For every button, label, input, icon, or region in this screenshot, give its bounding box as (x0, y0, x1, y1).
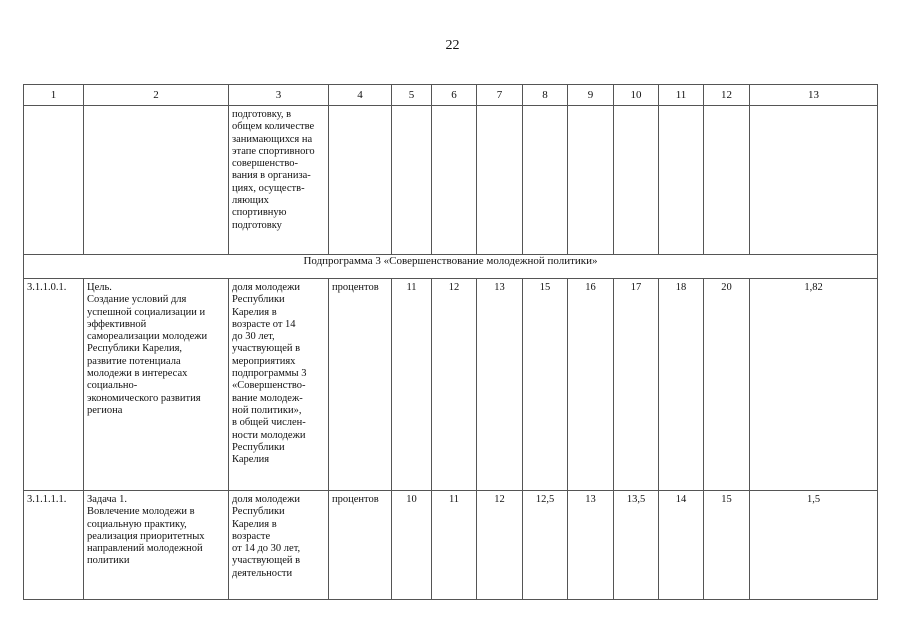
column-header: 11 (659, 85, 704, 106)
cell-value: 18 (659, 279, 704, 491)
cell-value (392, 106, 432, 255)
cell-value: 10 (392, 491, 432, 600)
header-row (24, 85, 878, 106)
column-header: 12 (704, 85, 750, 106)
cell-value: 17 (614, 279, 659, 491)
cell-value: 16 (568, 279, 614, 491)
cell-value (614, 106, 659, 255)
cell-growth: 1,82 (750, 279, 878, 491)
cell-unit: процентов (329, 279, 392, 491)
column-header: 13 (750, 85, 878, 106)
cell-value (432, 106, 477, 255)
page-number: 22 (445, 38, 460, 53)
cell-code: 3.1.1.0.1. (24, 279, 84, 491)
cell-value: 14 (659, 491, 704, 600)
cell-indicator: доля молодежи Республики Карелия в возрасте от 14 до 30 лет, участвующей в деятельности (229, 491, 329, 600)
cell-code: 3.1.1.1.1. (24, 491, 84, 600)
cell-value: 15 (523, 279, 568, 491)
column-header: 1 (24, 85, 84, 106)
table-row (24, 279, 878, 491)
section-title: Подпрограмма 3 «Совершенствование молодежной политики» (24, 255, 878, 279)
cell-value: 13,5 (614, 491, 659, 600)
cell-value: 11 (432, 491, 477, 600)
cell-value (568, 106, 614, 255)
cell-indicator: доля молодежи Республики Карелия в возрасте от 14 до 30 лет, участвующей в мероприятиях подпрограммы 3 «Совершенство- вание молодеж- ной политики», в общей числен- ности молодежи Республики Карелия (229, 279, 329, 491)
cell-value: 12 (477, 491, 523, 600)
cell-name (84, 106, 229, 255)
cell-unit (329, 106, 392, 255)
table-row-continued (24, 106, 878, 255)
cell-unit: процентов (329, 491, 392, 600)
cell-value: 11 (392, 279, 432, 491)
column-header: 10 (614, 85, 659, 106)
column-header: 9 (568, 85, 614, 106)
column-header: 4 (329, 85, 392, 106)
cell-growth: 1,5 (750, 491, 878, 600)
cell-value: 15 (704, 491, 750, 600)
column-header: 3 (229, 85, 329, 106)
table-row (24, 491, 878, 600)
cell-value (704, 106, 750, 255)
cell-code (24, 106, 84, 255)
column-header: 7 (477, 85, 523, 106)
cell-value: 20 (704, 279, 750, 491)
cell-value: 12,5 (523, 491, 568, 600)
cell-value (477, 106, 523, 255)
section-row (24, 255, 878, 279)
cell-value: 12 (432, 279, 477, 491)
cell-value (659, 106, 704, 255)
cell-name: Задача 1. Вовлечение молодежи в социальную практику, реализация приоритетных направлений молодежной политики (84, 491, 229, 600)
column-header: 5 (392, 85, 432, 106)
cell-value: 13 (568, 491, 614, 600)
column-header: 2 (84, 85, 229, 106)
cell-growth (750, 106, 878, 255)
cell-name: Цель. Создание условий для успешной социализации и эффективной самореализации молодежи Республики Карелия, развитие потенциала молодежи в интересах социально- экономического развития региона (84, 279, 229, 491)
column-header: 8 (523, 85, 568, 106)
indicators-table (23, 84, 878, 600)
cell-value (523, 106, 568, 255)
cell-value: 13 (477, 279, 523, 491)
column-header: 6 (432, 85, 477, 106)
cell-indicator: подготовку, в общем количестве занимающихся на этапе спортивного совершенство- вания в организа- циях, осуществ- ляющих спортивную подготовку (229, 106, 329, 255)
